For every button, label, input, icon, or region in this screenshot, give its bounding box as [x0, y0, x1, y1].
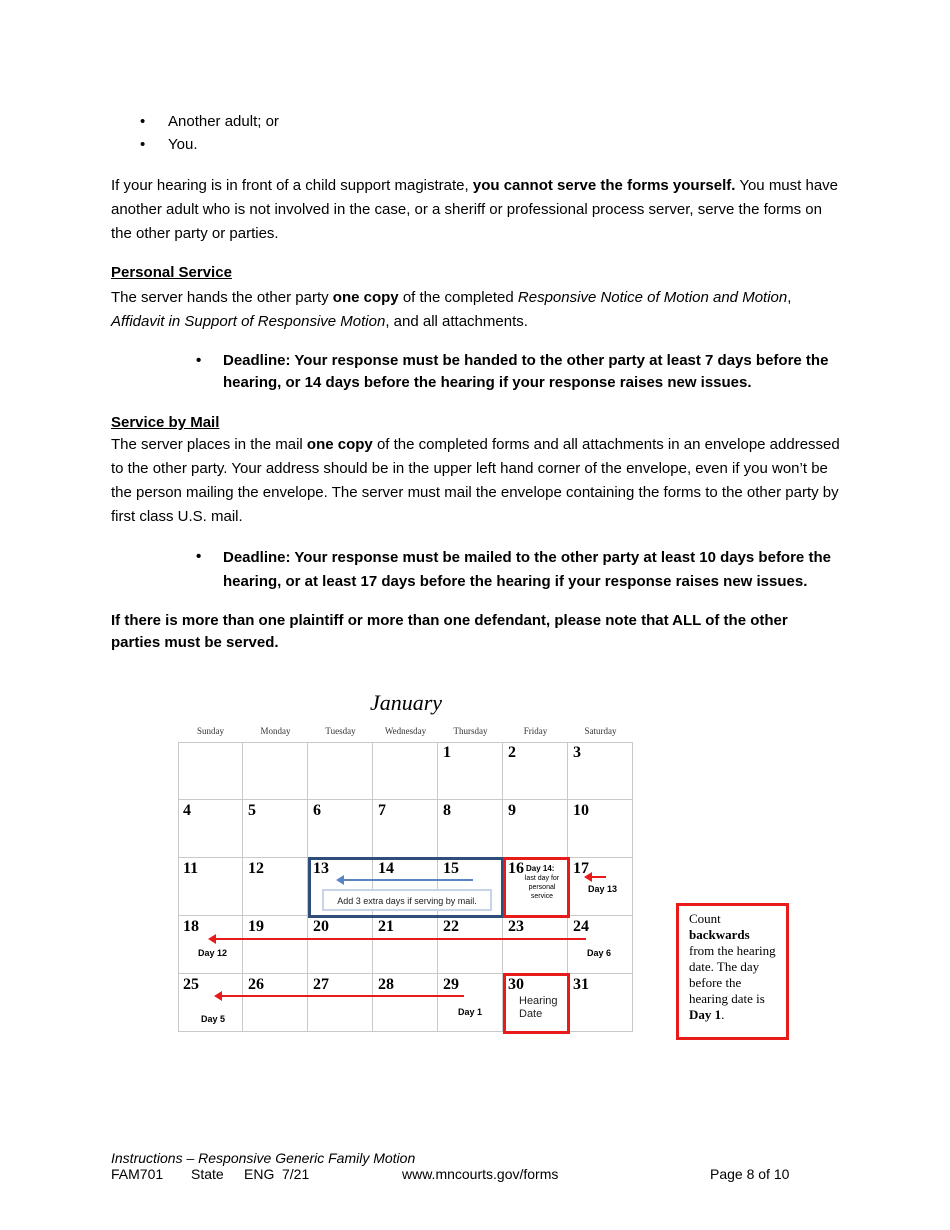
calendar-day-cell: [243, 800, 308, 858]
sbm-text: of the completed forms and all attachments in an envelope addressed to the other party. Your address should be in the upper left hand corner of the envelope, even if you won’t be the person mailing the envelope. The server must mail the envelope containing the forms to the other party by first class U.S. mail.: [111, 436, 840, 525]
calendar-day-number: 22: [443, 918, 459, 935]
calendar-day-number: 16: [508, 860, 524, 877]
count-text: .: [721, 1007, 725, 1022]
calendar-figure: [176, 690, 636, 1035]
calendar-day-number: 18: [183, 918, 199, 935]
calendar-day-number: 24: [573, 918, 589, 935]
hearing-text-end: You must have another adult who is not involved in the case, or a sheriff or professional process server, serve the forms on the other party or parties.: [111, 177, 839, 242]
calendar-day-number: 4: [183, 802, 191, 819]
calendar-day-number: 28: [378, 976, 394, 993]
bullet-icon: •: [140, 113, 146, 130]
ps-bold: one copy: [332, 289, 399, 306]
calendar-day-number: 3: [573, 744, 581, 761]
calendar-day-cell: [568, 742, 633, 800]
service-by-mail-deadline: [196, 546, 846, 592]
calendar-day-cell: [373, 742, 438, 800]
calendar-day-cell: [243, 858, 308, 916]
count-bold: Day 1: [689, 1007, 722, 1022]
calendar-day-cell: [568, 916, 633, 974]
calendar-day-number: 19: [248, 918, 264, 935]
calendar-day-number: 26: [248, 976, 264, 993]
footer-url[interactable]: www.mncourts.gov/forms: [402, 1166, 559, 1182]
personal-service-paragraph: [111, 286, 846, 334]
red-arrow-line: [220, 995, 464, 997]
footer-state: State: [191, 1166, 224, 1182]
calendar-day-cell: [308, 800, 373, 858]
day14-sub-label: last day for personal service: [524, 875, 560, 900]
day13-label: Day 13: [588, 884, 618, 894]
calendar-day-cell: [568, 800, 633, 858]
calendar-day-cell: [178, 916, 243, 974]
calendar-day-number: 15: [443, 860, 459, 877]
deadline-text: Deadline: Your response must be mailed to the other party at least 10 days before the hearing, or at least 17 days before the hearing if your response raises new issues.: [223, 549, 831, 590]
calendar-day-number: 9: [508, 802, 516, 819]
bullet-icon: •: [196, 548, 202, 565]
calendar-day-cell: [503, 800, 568, 858]
bullet-icon: •: [140, 136, 146, 153]
personal-service-deadline: [196, 350, 846, 394]
footer-title: Instructions – Responsive Generic Family Motion: [111, 1150, 416, 1166]
calendar-day-cell: [373, 916, 438, 974]
calendar-day-number: 7: [378, 802, 386, 819]
day-header: Monday: [260, 726, 291, 736]
day6-label: Day 6: [587, 948, 612, 958]
calendar-day-number: 23: [508, 918, 524, 935]
calendar-day-cell: [243, 974, 308, 1032]
day-header: Tuesday: [325, 726, 356, 736]
count-backwards-note: [676, 903, 789, 1040]
count-text: from the hearing date. The day before the hearing date is: [689, 943, 776, 1006]
calendar-day-cell: [438, 800, 503, 858]
count-bold: backwards: [689, 927, 750, 942]
sbm-text: The server places in the mail: [111, 436, 307, 453]
ps-text: ,: [787, 289, 792, 306]
hearing-bold: you cannot serve the forms yourself.: [472, 177, 736, 194]
ps-form-name: Affidavit in Support of Responsive Motion: [111, 313, 386, 330]
calendar-day-cell: [438, 916, 503, 974]
service-by-mail-paragraph: [111, 433, 846, 529]
calendar-day-number: 31: [573, 976, 589, 993]
calendar-day-number: 1: [443, 744, 451, 761]
day-header: Thursday: [453, 726, 488, 736]
red-arrow-line: [214, 938, 586, 940]
day5-label: Day 5: [201, 1014, 226, 1024]
day12-label: Day 12: [198, 948, 228, 958]
calendar-day-number: 17: [573, 860, 589, 877]
day1-label: Day 1: [458, 1007, 483, 1017]
count-text: Count: [689, 911, 721, 926]
hearing-text: If your hearing is in front of a child support magistrate,: [111, 177, 473, 194]
calendar-day-number: 27: [313, 976, 329, 993]
arrowhead-icon: [336, 875, 344, 885]
deadline-text: Deadline: Your response must be handed to the other party at least 7 days before the hearing, or 14 days before the hearing if your response raises new issues.: [223, 352, 829, 391]
calendar-day-cell: [373, 800, 438, 858]
calendar-day-number: 13: [313, 860, 329, 877]
left-arrow-icon: [341, 879, 473, 881]
calendar-month: January: [369, 690, 443, 715]
calendar-day-number: 6: [313, 802, 321, 819]
calendar-day-number: 20: [313, 918, 329, 935]
calendar-day-number: 11: [183, 860, 199, 877]
hearing-date-label: Hearing Date: [519, 995, 558, 1020]
footer-revision-date: 7/21: [282, 1166, 310, 1182]
calendar-day-number: 25: [183, 976, 199, 993]
calendar-day-cell: [243, 742, 308, 800]
ps-form-name: Responsive Notice of Motion and Motion: [517, 289, 788, 306]
calendar-day-cell: [373, 974, 438, 1032]
day-header: Wednesday: [384, 726, 427, 736]
calendar-day-cell: [438, 974, 503, 1032]
calendar-day-number: 8: [443, 802, 451, 819]
personal-service-heading: Personal Service: [111, 264, 232, 281]
calendar-day-cell: [178, 800, 243, 858]
ps-text: The server hands the other party: [111, 289, 333, 306]
calendar-day-number: 5: [248, 802, 256, 819]
calendar-day-cell: [503, 916, 568, 974]
calendar-day-cell: [438, 742, 503, 800]
bullet-text: You.: [168, 136, 198, 153]
bullet-icon: •: [196, 352, 202, 369]
footer-form-number: FAM701: [111, 1166, 164, 1182]
calendar-day-number: 2: [508, 744, 516, 761]
hearing-paragraph: [111, 174, 846, 246]
calendar-day-number: 12: [248, 860, 264, 877]
ps-text: of the completed: [398, 289, 518, 306]
calendar-day-cell: [178, 742, 243, 800]
calendar-day-number: 21: [378, 918, 394, 935]
bullet-text: Another adult; or: [168, 113, 279, 130]
closing-paragraph: If there is more than one plaintiff or more than one defendant, please note that ALL of the other parties must be served.: [111, 612, 788, 651]
footer-page-number: Page 8 of 10: [710, 1166, 790, 1182]
calendar-day-cell: [503, 742, 568, 800]
day-header: Friday: [523, 726, 548, 736]
calendar-day-number: 30: [508, 976, 524, 993]
ps-text: , and all attachments.: [385, 313, 528, 330]
mail-extra-days-note: Add 3 extra days if serving by mail.: [322, 889, 492, 911]
calendar-day-cell: [308, 742, 373, 800]
red-arrow-line: [590, 876, 606, 878]
sbm-bold: one copy: [306, 436, 373, 453]
day14-label: Day 14:: [526, 864, 555, 873]
service-by-mail-heading: Service by Mail: [111, 414, 220, 431]
day-header: Saturday: [584, 726, 617, 736]
calendar-day-number: 29: [443, 976, 459, 993]
calendar-day-cell: [308, 916, 373, 974]
calendar-day-cell: [308, 974, 373, 1032]
calendar-day-number: 14: [378, 860, 394, 877]
calendar-day-cell: [568, 974, 633, 1032]
footer-language: ENG: [244, 1166, 275, 1182]
calendar-day-number: 10: [573, 802, 589, 819]
day-header: Sunday: [197, 726, 224, 736]
calendar-day-cell: [243, 916, 308, 974]
calendar-day-cell: [178, 858, 243, 916]
page-footer: [111, 1150, 811, 1182]
